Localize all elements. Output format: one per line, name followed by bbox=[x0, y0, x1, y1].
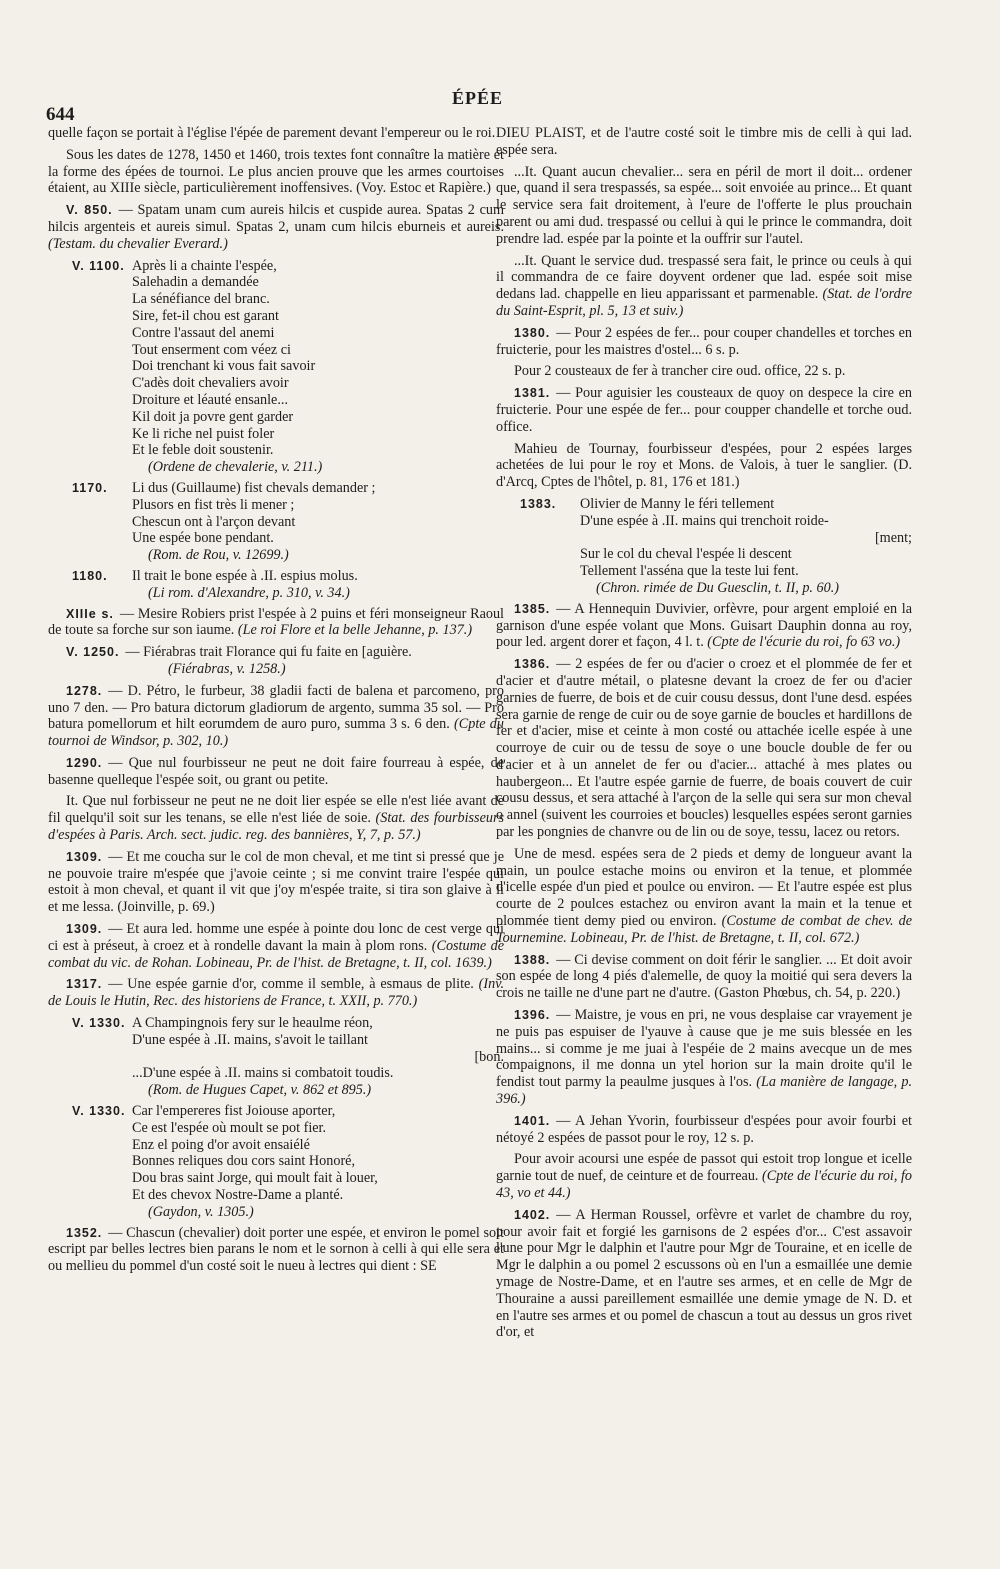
entry-date: 1170. bbox=[72, 480, 108, 495]
entry-text: — Ci devise comment on doit férir le sanglier. ... Et doit avoir son espée de long 4 piés d'alemelle, de quoy la moitié qui sera devers la crois ne taille ne d'une part ne d'autre. (Gaston Phœbus, ch. 54, p. 220.) bbox=[496, 951, 912, 1002]
verse-line: Et le feble doit soustenir. bbox=[132, 442, 274, 459]
verse-line: Enz el poing d'or avoit ensaiélé bbox=[132, 1136, 310, 1153]
citation: (Li rom. d'Alexandre, p. 310, v. 34.) bbox=[148, 584, 350, 601]
paragraph: quelle façon se portait à l'église l'épée de parement devant l'empereur ou le roi. bbox=[48, 125, 496, 141]
verse-line: Droiture et léauté ensanle... bbox=[132, 391, 288, 408]
verse-lines bbox=[132, 1103, 504, 1221]
verse-lines bbox=[132, 1015, 504, 1099]
citation: (Inv. de Louis le Hutin, Rec. des historiens de France, t. XXII, p. 770.) bbox=[48, 976, 504, 1010]
entry-date: 1309. bbox=[66, 922, 103, 937]
citation: (Fiérabras, v. 1258.) bbox=[168, 660, 286, 677]
entry-date: XIIIe s. bbox=[66, 606, 114, 621]
verse-lines bbox=[580, 496, 912, 597]
entry-13c bbox=[48, 606, 504, 640]
verse-line: Kil doit ja povre gent garder bbox=[132, 408, 294, 425]
entry-850 bbox=[48, 202, 504, 252]
entry-date: V. 850. bbox=[66, 203, 113, 218]
entry-text: — D. Pétro, le furbeur, 38 gladii facti de balena et parcomeno, pro uno 7 den. — Pro batura dictorum gladiorum de argento, summa 35 sol. — Pro batura pomellorum et hilt eorumdem de auro puro, summa 3 s. 6 den. bbox=[48, 682, 504, 733]
entry-text: Une de mesd. espées sera de 2 pieds et demy de longueur avant la main, un poulce estache moins ou environ et la tenue, et plommée d'icelle espée d'un pied et poulce ou environ. — Et l'autre espée est plus courte de 2 poulces estachez ou environ avant la main et la tenue et plommée tient demy pied ou environ. bbox=[496, 845, 912, 930]
paragraph bbox=[496, 253, 912, 320]
entry-date: 1180. bbox=[72, 568, 108, 583]
verse-line: Après li a chainte l'espée, bbox=[132, 257, 277, 274]
citation: (Testam. du chevalier Everard.) bbox=[48, 235, 228, 252]
entry-1401 bbox=[496, 1113, 912, 1147]
paragraph: ...It. Quant aucun chevalier... sera en péril de mort il doit... ordener que, quand il sera trespassés, sa espée... soit envoiée au prince... Et quant le service sera fait droitement, à l'eure de l'offerte le plus prouchain parent ou ami dud. trespassé ou cellui à qui le prince le commandra, doit prendre lad. espée par la pointe et la ouffrir sur l'autel. bbox=[496, 163, 912, 247]
verse-1180 bbox=[48, 568, 504, 602]
verse-line: Ce est l'espée où moult se pot fier. bbox=[132, 1119, 327, 1136]
verse-line: [bon. bbox=[474, 1048, 504, 1065]
verse-line: Sur le col du cheval l'espée li descent bbox=[580, 546, 792, 563]
entry-text: — A Herman Roussel, orfèvre et varlet de chambre du roy, pour avoir fait et forgié les garnisons de 2 espées d'or... C'est assavoir l'une pour Mgr le dalphin et l'autre pour Mgr de Touraine, et en icelle de Mgr le dalphin a ou pomel 2 escussons où en l'un a esmaillée une demie ymage de Nostre-Dame, et en l'autre ses armes, et en celle de Mgr de Thouraine a aussi pareillement esmaillée une demie ymage de N. D. et en l'autre ses armes et ou pomel de chascun a tout au dessus un gros rivet d'or, et bbox=[496, 1206, 912, 1341]
entry-date: 1309. bbox=[66, 849, 103, 864]
running-head: ÉPÉE bbox=[452, 88, 504, 108]
citation: (Costume de combat de chev. de Tournemine. Lobineau, Pr. de l'hist. de Bretagne, t. II, col. 672.) bbox=[496, 913, 912, 946]
verse-1170 bbox=[48, 480, 504, 564]
verse-line: Contre l'assaut del anemi bbox=[132, 324, 275, 341]
entry-date: 1352. bbox=[66, 1225, 103, 1240]
verse-line: Olivier de Manny le féri tellement bbox=[580, 495, 775, 512]
verse-line: Doi trenchant ki vous fait savoir bbox=[132, 358, 316, 375]
verse-1330a bbox=[48, 1015, 504, 1099]
entry-text: ...It. Quant le service dud. trespassé sera fait, le prince ou ceuls à qui il commandra de ce faire doyvent ordener que lad. espée soit mise dedans lad. chappelle en lieu apparissant et parmenable. bbox=[496, 252, 912, 303]
citation: (Rom. de Rou, v. 12699.) bbox=[148, 547, 289, 564]
entry-text: — Maistre, je vous en pri, ne vous desplaise car vrayement je ne puis pas espuiser de l'yauve à cause que je me suis blessée en les mains... si comme je me juai à l'espéie de 2 mains avecque un de mes compaignons, il me donna un ytel horion sur la main droite qu'il le fendist tout parmy la peaulme jusques à l'os. bbox=[496, 1007, 912, 1091]
entry-date: 1402. bbox=[514, 1207, 551, 1222]
citation: (Cpte de l'écurie du roi, fo 63 vo.) bbox=[707, 634, 901, 651]
entry-text: Pour avoir acoursi une espée de passot qui estoit trop longue et icelle garnie tout de nuef, de ceinture et de fourreau. bbox=[496, 1151, 912, 1185]
entry-text: — Que nul fourbisseur ne peut ne doit faire fourreau à espée, de basenne quelleque l'espée soit, ou grant ou petite. bbox=[48, 754, 504, 788]
verse-line: Car l'empereres fist Joiouse aporter, bbox=[132, 1103, 336, 1120]
entry-text: — Et aura led. homme une espée à pointe dou lonc de cest verge qui ci est à préseut, à croez et à rondelle davant la main à plom rons. bbox=[48, 921, 504, 954]
citation: (Stat. des fourbisseurs d'espées à Paris. Arch. sect. judic. reg. des bannières, Y, 7, p. 57.) bbox=[48, 810, 505, 844]
entry-text: — A Hennequin Duvivier, orfèvre, pour argent emploié en la garnison d'une espée volant que Mons. Guisart Dauphin donna au roy, pour led. argent dorer et façon, 4 l. t. bbox=[496, 600, 912, 651]
entry-1396 bbox=[496, 1007, 912, 1108]
citation: (Gaydon, v. 1305.) bbox=[148, 1203, 254, 1220]
entry-date: 1383. bbox=[520, 496, 557, 511]
paragraph: Sous les dates de 1278, 1450 et 1460, trois textes font connaître la matière et la forme des épées de tournoi. Le plus ancien prouve que les armes courtoises étaient, au XIIIe siècle, particulièrement inoffensives. (Voy. Estoc et Rapière.) bbox=[48, 146, 504, 197]
entry-date: 1401. bbox=[514, 1113, 551, 1128]
verse-line: D'une espée à .II. mains, s'avoit le taillant bbox=[132, 1031, 368, 1048]
citation: (Le roi Flore et la belle Jehanne, p. 137.) bbox=[237, 622, 473, 639]
entry-1402 bbox=[496, 1207, 912, 1341]
entry-text: — Spatam unam cum aureis hilcis et cuspide aurea. Spatas 2 cum hilcis argenteis et aureis simul. Spatas 2, unam cum hilcis eburneis et aureis. bbox=[48, 202, 504, 235]
paragraph bbox=[48, 793, 504, 843]
entry-1381 bbox=[496, 385, 912, 435]
right-column bbox=[496, 125, 912, 1346]
entry-text: — Une espée garnie d'or, comme il semble, à esmaus de plite. bbox=[108, 976, 474, 993]
entry-date: 1278. bbox=[66, 683, 103, 698]
verse-lines bbox=[132, 480, 504, 564]
entry-1385 bbox=[496, 601, 912, 651]
entry-date: V. 1250. bbox=[66, 645, 120, 660]
left-column bbox=[48, 125, 504, 1280]
verse-line: La sénéfiance del branc. bbox=[132, 291, 270, 308]
paragraph bbox=[496, 1151, 912, 1201]
verse-line: C'adès doit chevaliers avoir bbox=[132, 375, 289, 392]
entry-1388 bbox=[496, 952, 912, 1002]
entry-date: V. 1330. bbox=[72, 1016, 126, 1031]
verse-line: Plusors en fist très li mener ; bbox=[132, 496, 295, 513]
entry-1317 bbox=[48, 976, 504, 1010]
verse-1100 bbox=[48, 258, 504, 476]
citation: (Stat. de l'ordre du Saint-Esprit, pl. 5, 13 et suiv.) bbox=[496, 286, 913, 319]
paragraph: Pour 2 cousteaux de fer à trancher cire oud. office, 22 s. p. bbox=[514, 363, 846, 380]
entry-date: 1396. bbox=[514, 1008, 551, 1023]
citation: (Ordene de chevalerie, v. 211.) bbox=[148, 459, 323, 476]
verse-line: Tout enserment com véez ci bbox=[132, 341, 291, 358]
entry-text: — Chascun (chevalier) doit porter une espée, et environ le pomel soit escript par belles lectres bien parans le nom et le sornon à celli à qui elle sera et ou mellieu du pommel d'un costé soit le nueu à lectres qui dient : SE bbox=[48, 1224, 504, 1275]
entry-text: — Et me coucha sur le col de mon cheval, et me tint si pressé que je ne pouvoie traire m'espée que j'avoie ceinte ; si me convint traire l'espée qui estoit à mon cheval, et quant il vit que j'oy m'espée traite, si tira son glaive à li et me lessa. (Joinville, p. 69.) bbox=[48, 848, 504, 916]
entry-date: V. 1100. bbox=[72, 258, 125, 273]
verse-line: Chescun ont à l'arçon devant bbox=[132, 513, 296, 530]
entry-date: 1317. bbox=[66, 977, 103, 992]
entry-text: — Pour 2 espées de fer... pour couper chandelles et torches en fruicterie, pour les maistres d'ostel... 6 s. p. bbox=[496, 324, 912, 358]
citation: (Costume de combat du vic. de Rohan. Lobineau, Pr. de l'hist. de Bretagne, t. II, col. 1639.) bbox=[48, 937, 504, 971]
entry-text: — Fiérabras trait Florance qui fu faite en [aguière. bbox=[125, 644, 412, 661]
citation: (Chron. rimée de Du Guesclin, t. II, p. 60.) bbox=[596, 579, 839, 596]
citation: (Rom. de Hugues Capet, v. 862 et 895.) bbox=[148, 1082, 372, 1099]
verse-line: Bonnes reliques dou cors saint Honoré, bbox=[132, 1153, 356, 1170]
verse-line: Tellement l'asséna que la teste lui fent. bbox=[580, 563, 799, 580]
entry-1290 bbox=[48, 755, 504, 789]
paragraph: DIEU PLAIST, et de l'autre costé soit le timbre mis de celli à qui lad. espée sera. bbox=[496, 125, 912, 158]
entry-1380 bbox=[496, 325, 912, 359]
citation: (Cpte du tournoi de Windsor, p. 302, 10.) bbox=[48, 716, 504, 750]
verse-line: Une espée bone pendant. bbox=[132, 530, 274, 547]
entry-date: 1381. bbox=[514, 386, 551, 401]
entry-1352 bbox=[48, 1225, 504, 1275]
entry-date: 1388. bbox=[514, 952, 551, 967]
entry-date: 1380. bbox=[514, 325, 551, 340]
entry-date: 1386. bbox=[514, 657, 551, 672]
entry-1250 bbox=[48, 644, 504, 678]
paragraph: Mahieu de Tournay, fourbisseur d'espées, pour 2 espées larges achetées de lui pour le roy et Mons. de Valois, à tuer le sanglier. (D. d'Arcq, Cptes de l'hôtel, p. 81, 176 et 181.) bbox=[496, 440, 912, 491]
entry-date: V. 1330. bbox=[72, 1104, 126, 1119]
entry-text: — 2 espées de fer ou d'acier o croez et el plommée de fer et d'acier et d'autre métail, o platesne devant la croez de fer ou d'acier garnies de fuerre, de bois et de cuir cousu dessus, dont l'une desd. espées sera garnie de renge de cuir ou de soye garnie de boucles et hardillons de fer et d'acier, mise et ceinte à mon costé ou attachée icelle espée à une courroye de cuir ou de tessu de soye o une boucle double de fer ou d'acier et à un annelet de fer ou d'acier... attaché à mes plates ou haubergeon... Et l'autre espée garnie de fuerre, de boais couvert de cuir cousu dessus, et sera attaché à l'arçon de la selle qui sera sur mon cheval o annel (suivent les courroies et boucles) lesquelles espées seront garnies par les pongnies de chanvre ou de lin ou de soye, tessu, lacez ou retors. bbox=[496, 656, 912, 841]
entry-text: — Pour aguisier les cousteaux de quoy on despece la cire en fruicterie. Pour une espée de fer... pour coupper chandelle et torche oud. office. bbox=[496, 385, 912, 435]
page-number: 644 bbox=[46, 104, 75, 125]
entry-date: 1385. bbox=[514, 601, 551, 616]
verse-line: D'une espée à .II. mains qui trenchoit roide- bbox=[580, 512, 829, 529]
verse-line: Salehadin a demandée bbox=[132, 274, 259, 291]
verse-line: Il trait le bone espée à .II. espius molus. bbox=[132, 567, 358, 584]
entry-text: It. Que nul forbisseur ne peut ne ne doit lier espée se elle n'est liée avant de fil quelqu'il soit sur les tenans, se elle n'est liée de soie. bbox=[48, 793, 504, 827]
verse-line: A Champingnois fery sur le heaulme réon, bbox=[132, 1015, 373, 1032]
verse-line: Li dus (Guillaume) fist chevals demander ; bbox=[132, 479, 376, 496]
verse-line: Dou bras saint Jorge, qui moult fait à louer, bbox=[132, 1170, 378, 1187]
verse-lines bbox=[132, 568, 504, 602]
entry-1309 bbox=[48, 849, 504, 916]
verse-1330b bbox=[48, 1103, 504, 1221]
verse-1383 bbox=[496, 496, 912, 597]
entry-text: — Mesire Robiers prist l'espée à 2 puins et féri monseigneur Raoul de toute sa forche sur son iaume. bbox=[48, 605, 504, 639]
verse-line: ...D'une espée à .II. mains si combatoit toudis. bbox=[132, 1065, 394, 1082]
citation: (La manière de langage, p. 396.) bbox=[496, 1074, 912, 1108]
verse-line: Ke li riche nel puist foler bbox=[132, 425, 275, 442]
entry-1386 bbox=[496, 656, 912, 841]
entry-text: — A Jehan Yvorin, fourbisseur d'espées pour avoir fourbi et nétoyé 2 espées de passot pour le roy, 12 s. p. bbox=[496, 1112, 912, 1146]
paragraph bbox=[496, 846, 912, 947]
verse-line: [ment; bbox=[874, 529, 912, 546]
verse-line: Sire, fet-il chou est garant bbox=[132, 307, 279, 324]
verse-line: Et des chevox Nostre-Dame a planté. bbox=[132, 1187, 344, 1204]
entry-1278 bbox=[48, 683, 504, 750]
entry-1309b bbox=[48, 921, 504, 971]
entry-date: 1290. bbox=[66, 755, 103, 770]
verse-lines bbox=[132, 258, 504, 476]
citation: (Cpte de l'écurie du roi, fo 43, vo et 44.) bbox=[496, 1168, 912, 1202]
